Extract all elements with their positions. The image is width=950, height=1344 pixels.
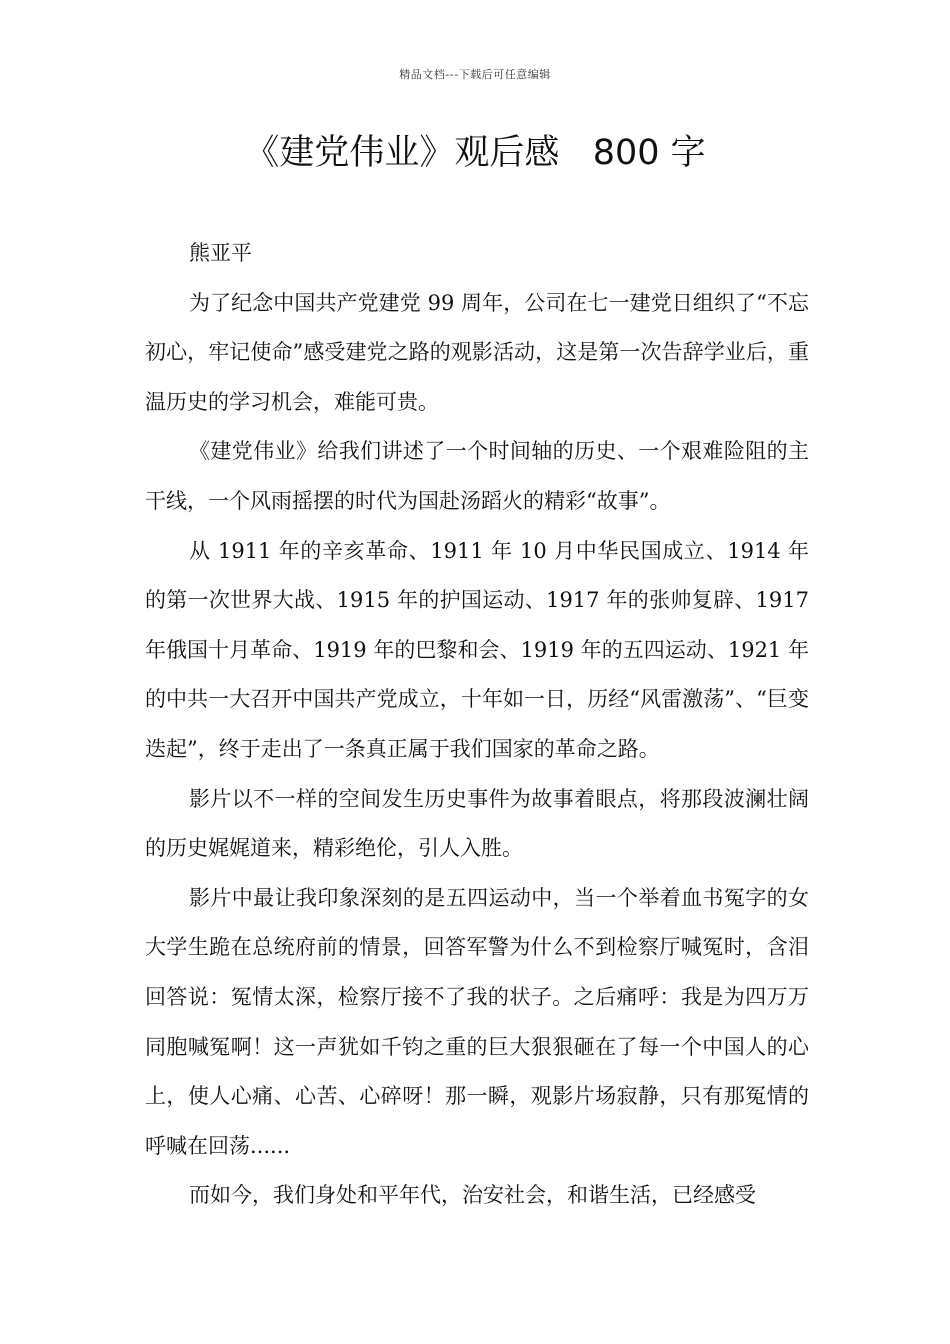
header-note: 精品文档---下载后可任意编辑 (399, 68, 551, 81)
paragraph: 而如今，我们身处和平年代，治安社会，和谐生活，已经感受 (189, 1183, 756, 1208)
author-line: 熊亚平 (189, 241, 252, 265)
document-body (145, 229, 809, 1221)
paragraph: 《建党伟业》给我们讲述了一个时间轴的历史、一个艰难险阻的主干线，一个风雨摇摆的时代为国赴汤蹈火的精彩“故事”。 (145, 439, 809, 513)
paragraph: 影片中最让我印象深刻的是五四运动中，当一个举着血书冤字的女大学生跪在总统府前的情景，回答军警为什么不到检察厅喊冤时，含泪回答说：冤情太深，检察厅接不了我的状子。之后痛呼：我是为四万万同胞喊冤啊！这一声犹如千钧之重的巨大狠狠砸在了每一个中国人的心上，使人心痛、心苦、心碎呀！那一瞬，观影片场寂静，只有那冤情的呼喊在回荡...... (145, 885, 809, 1158)
paragraph: 为了纪念中国共产党建党 99 周年，公司在七一建党日组织了“不忘初心，牢记使命”感受建党之路的观影活动，这是第一次告辞学业后，重温历史的学习机会，难能可贵。 (145, 290, 809, 414)
page-title: 《建党伟业》观后感 800 字 (244, 133, 706, 173)
paragraph: 影片以不一样的空间发生历史事件为故事着眼点，将那段波澜壮阔的历史娓娓道来，精彩绝伦，引人入胜。 (145, 786, 809, 861)
paragraph: 从 1911 年的辛亥革命、1911 年 10 月中华民国成立、1914 年的第一次世界大战、1915 年的护国运动、1917 年的张帅复辟、1917 年俄国十月革命、1919 年的巴黎和会、1919 年的五四运动、1921 年的中共一大召开中国共产党成立，十年如一日，历经“风雷激荡”、“巨变迭起”，终于走出了一条真正属于我们国家的革命之路。 (145, 538, 809, 761)
